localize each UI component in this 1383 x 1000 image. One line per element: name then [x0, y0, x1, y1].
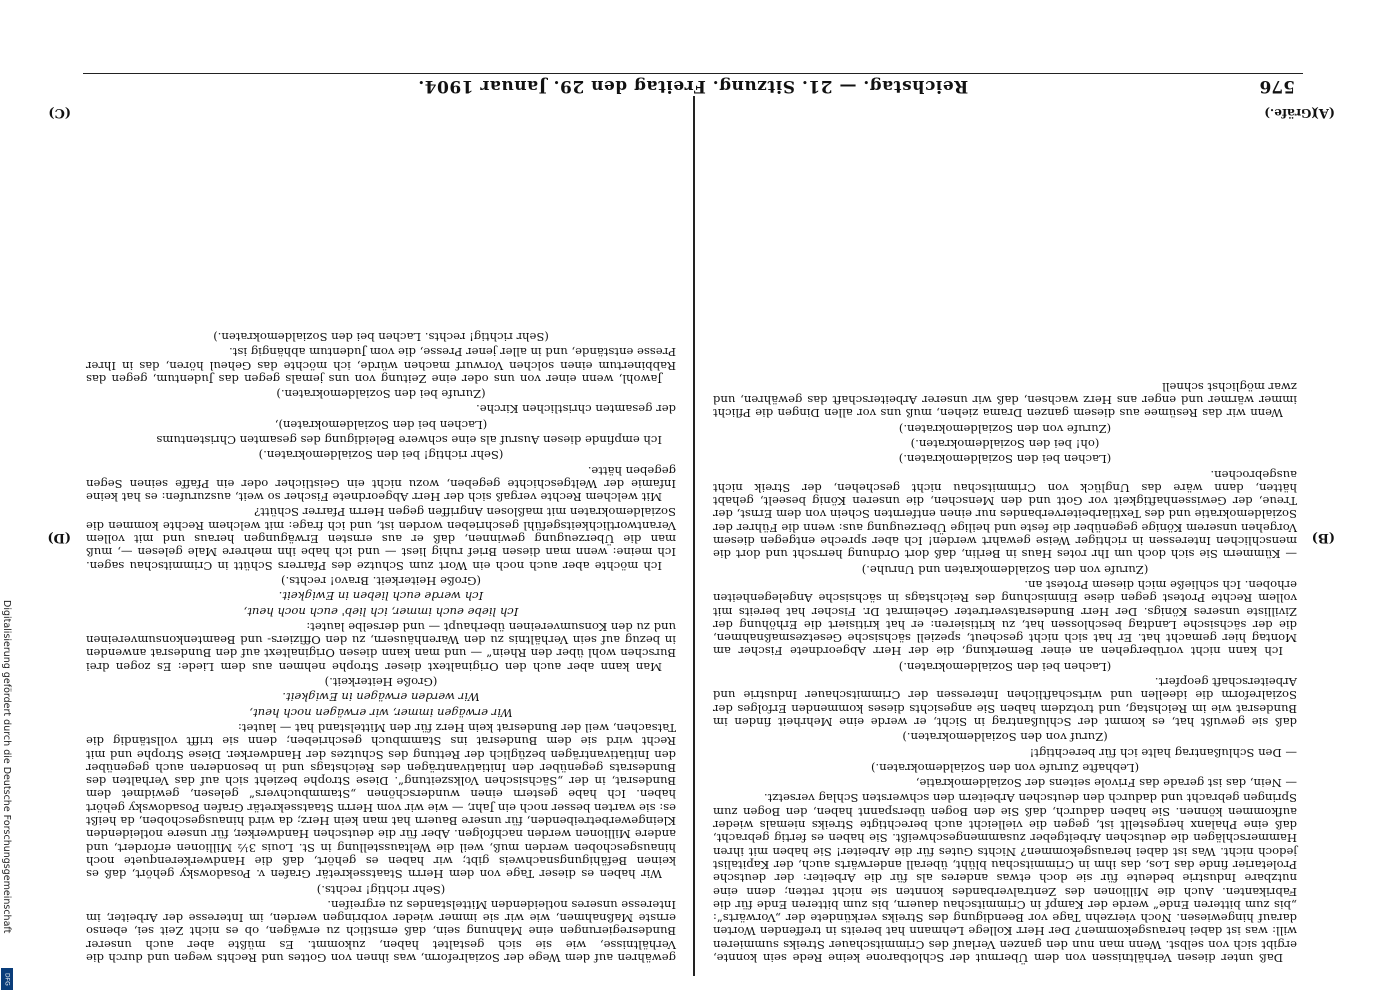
interjection: (Zurufe von den Sozialdemokraten.): [898, 421, 1112, 436]
paragraph: der gesamten christlichen Kirche.: [476, 402, 676, 417]
page-number: 576: [1259, 76, 1295, 96]
verse-line: Wir erwägen immer, wir erwägen noch heut,: [249, 705, 513, 720]
interjection: (Zurufe bei den Sozialdemokraten.): [276, 387, 486, 402]
interjection: (Zurufe von den Sozialdemokraten und Unruhe.): [861, 562, 1149, 577]
column-divider: [694, 96, 696, 976]
margin-mark-b: (B): [1311, 530, 1335, 545]
paragraph: — Kümmern Sie sich doch um Ihr rotes Haus in Berlin, daß dort Ordnung herrscht und dort die menschlichen Interessen in richtiger Weise gewahrt werden! Ich aber spreche entgegen diesem Vorgehen unserem Könige gegenüber die feste und heilige Überzeugung aus: wenn die Führer der Sozialdemokratie und des Textilarbeiterverbandes nur einen entfernten Schein von dem Ernst, der Treue, der Gewissenhaftigkeit vor Gott und den Menschen, die unseren König beseelt, gehabt hätten, dann wäre das Unglück von Crimmitschau nicht geschehen, der Streik nicht ausgebrochen.: [713, 467, 1297, 562]
interjection: (Lachen bei den Sozialdemokraten.): [898, 452, 1112, 467]
interjection: (Lachen bei den Sozialdemokraten.): [898, 659, 1112, 674]
verse-line: Ich werde euch lieben in Ewigkeit.: [278, 589, 484, 604]
digitization-credit: [0, 0, 14, 1000]
paragraph: Man kann aber auch den Originaltext dieser Strophe nehmen aus dem Liede: Es zogen drei Burschen wohl über den Rhein“ — und man kann diesen Originaltext auf den Bundesrat anwenden in bezug auf sein Verhältnis zu den Warenhäusern, zu den Offiziers- und Beamtenkonsumvereinen und zu den Konsumvereinen überhaupt — und derselbe lautet:: [86, 619, 676, 674]
interjection: (Lachen bei den Sozialdemokraten),: [274, 417, 488, 432]
credit-text: Digitalisierung gefördert durch die Deutsche Forschungsgemeinschaft: [1, 600, 12, 934]
margin-mark-c: (C): [48, 105, 71, 120]
speaker-label: (Gräfe.): [1264, 106, 1317, 120]
interjection: (Große Heiterkeit.): [324, 675, 438, 690]
paragraph: Wir haben es dieser Tage von dem Herrn Staatssekretär Grafen v. Posadowsky gehört, daß es keinen Befähigungsnachweis gibt; wir haben es gehört, daß die Handwerkerenquete noch hinausgeschoben werden muß, weil die Weltausstellung in St. Louis 3½ Millionen erfordert, und andere Millionen werden nachfolgen. Aber für die deutschen Handwerker, für unsere notleidenden Kleingewerbetreibenden, für unsere Bauern hat man kein Herz; da wird hinausgeschoben, da heißt es: sie warten besser noch ein Jahr, — wie wir vom Herrn Staatssekretär Grafen Posadowsky gehört haben. Ich habe gestern einen wunderschönen „Stammbuchvers“ gelesen, gewidmet dem Bundesrat, in der „Sächsischen Volkszeitung“. Diese Strophe bezieht sich auf das Verhalten des Bundesrats gegenüber den Initiativanträgen des Reichstags und in besonderen auch gegenüber den Initiativanträgen bezüglich der Rettung des Schutzes der Handwerker. Diese Strophe und mit Recht wird sie dem Bundesrat ins Stammbuch geschrieben; denn sie trifft vollständig die Tatsachen, weil der Bundesrat kein Herz für den Mittelstand hat — lautet:: [86, 720, 676, 882]
interjection: (Große Heiterkeit. Bravo! rechts.): [281, 573, 481, 588]
verse-line: Ich liebe euch immer, ich lieb' euch noch heut,: [243, 604, 519, 619]
right-column: [86, 104, 676, 964]
paragraph: Ich kann nicht vorübergehen an einer Bemerkung, die der Herr Abgeordnete Fischer am Montag hier gemacht hat. Er hat sich nicht gescheut, speziell sächsische Gesetzesmaßnahmen, die der sächsische Landtag beschlossen hat, zu kritisieren: er hat kritisiert die Erhöhung der Zivilliste unseres Königs. Der Herr Bundesratsvertreter Geheimrat Dr. Fischer hat bereits mit vollem Rechte Protest gegen diese Einmischung des Reichstags in sächsische Angelegenheiten erhoben. Ich schließe mich diesem Protest an.: [713, 577, 1297, 659]
dfg-logo: DFG: [1, 968, 13, 990]
paragraph: Daß unter diesen Verhältnissen von dem Übermut der Schlotbarone keine Rede sein konnte, ergibt sich von selbst. Wenn man nun den ganzen Verlauf des Crimmitschauer Streiks summieren will: was ist dabei herausgekommen? Der Herr Kollege Lehmann hat bereits in treffenden Worten darauf hingewiesen. Noch vierzehn Tage vor Beendigung des Streiks verkündete der „Vorwärts“: „bis zum bitteren Ende“ werde der Kampf in Crimmitschau dauern, bis zum bitteren Ende für die Fabrikanten. Auch die Millionen des Zentralverbandes konnten sie nicht retten; denn eine nutzbare Industrie bedeute für sie doch etwas anderes als für die Arbeiter: der deutsche Proletarier finde das Los, das ihm in Crimmitschau blüht, überall anderwärts auch, der Kapitalist jedoch nicht. Was ist dabei herausgekommen? Nichts Gutes für die Arbeiter! Sie haben mit ihren Hammerschlägen die deutschen Arbeitgeber zusammengeschweißt. Sie haben es fertig gebracht, daß eine Phalanx hergestellt ist, gegen die vielleicht auch berechtigte Streiks niemals wieder aufkommen können. Sie haben dadurch, daß Sie den Bogen überspannt haben, den Bogen zum Springen gebracht und dadurch den deutschen Arbeitern den schwersten Schlag versetzt.: [713, 791, 1297, 965]
interjection: (oh! bei den Sozialdemokraten.): [910, 437, 1100, 452]
paragraph: Wenn wir das Resümee aus diesem ganzen Drama ziehen, muß uns vor allen Dingen die Pflicht immer wärmer und enger ans Herz wachsen, daß wir unserer Arbeiterschaft das gewähren, und zwar möglichst schnell: [713, 379, 1297, 421]
margin-mark-a: (A): [1312, 105, 1335, 120]
paragraph: Jawohl, wenn einer von uns oder eine Zeitung von uns jemals gegen das Judentum, gegen das Rabbinertum einen solchen Vorwurf machen würde, ich möchte das Geheul hören, das in Ihrer Presse entstände, und in aller jener Presse, die vom Judentum abhängig ist.: [86, 345, 676, 386]
verse-line: Wir werden erwägen in Ewigkeit.: [282, 690, 480, 705]
paragraph: Ich möchte aber auch noch ein Wort zum Schutze des Pfarrers Schütt in Crimmitschau sagen. Ich meine: wenn man diesen Brief ruhig liest — und ich habe ihn mehrere Male gelesen —, muß man die Überzeugung gewinnen, daß er aus ernsten Erwägungen heraus und mit vollem Verantwortlichkeitsgefühl geschrieben worden ist, und ich frage: mit welchem Rechte kommen die Sozialdemokraten mit maßlosen Angriffen gegen Herrn Pfarrer Schütt?: [86, 505, 676, 573]
interjection: (Zuruf von den Sozialdemokraten.): [902, 730, 1108, 745]
interjection: (Sehr richtig! rechts.): [316, 882, 446, 897]
paragraph: — Den Schlußantrag halte ich für berechtigt!: [1029, 745, 1297, 760]
interjection: (Sehr richtig! rechts. Lachen bei den Sozialdemokraten.): [213, 329, 549, 344]
page-header: [83, 73, 1303, 98]
paragraph: daß sie gewußt hat, es kommt der Schlußantrag in Sicht, er werde eine Mehrheit finden im Bundesrat wie im Reichstag, und trotzdem haben Sie angesichts dieses kommenden Erfolges der Sozialreform die ideellen und wirtschaftlichen Interessen der Crimmitschauer Industrie und Arbeiterschaft geopfert.: [713, 675, 1297, 729]
paragraph: gewähren auf dem Wege der Sozialreform, was ihnen von Gottes und Rechts wegen und durch die Verhältnisse, wie sie sich gestaltet haben, zukommt. Es müßte aber auch unserer Bundesregierungen eine Mahnung sein, daß ernstlich zu erwägen, ob es nicht Zeit sei, ebenso ernste Maßnahmen, wie wir sie immer wieder vorbringen werden, im Interesse der Arbeiter, im Interesse unseres notleidenden Mittelstandes zu ergreifen.: [86, 897, 676, 965]
left-column: [713, 104, 1297, 964]
margin-mark-d: (D): [47, 530, 71, 545]
paragraph: Mit welchem Rechte vergaß sich der Herr Abgeordnete Fischer so weit, auszurufen: es hat keine Infamie der Weltgeschichte gegeben, wozu nicht ein Geistlicher oder ein Pfaffe seinen Segen gegeben hätte.: [86, 463, 676, 505]
paragraph: — Nein, das ist gerade das Frivole seitens der Sozialdemokratie,: [915, 776, 1297, 791]
interjection: (Sehr richtig! bei den Sozialdemokraten.): [258, 448, 504, 463]
paragraph: Ich empfinde diesen Ausruf als eine schwere Beleidigung des gesamten Christentums: [156, 433, 662, 448]
interjection: (Lebhafte Zurufe von den Sozialdemokraten.): [870, 760, 1140, 775]
running-title: Reichstag. — 21. Sitzung. Freitag den 29. Januar 1904.: [417, 76, 969, 96]
